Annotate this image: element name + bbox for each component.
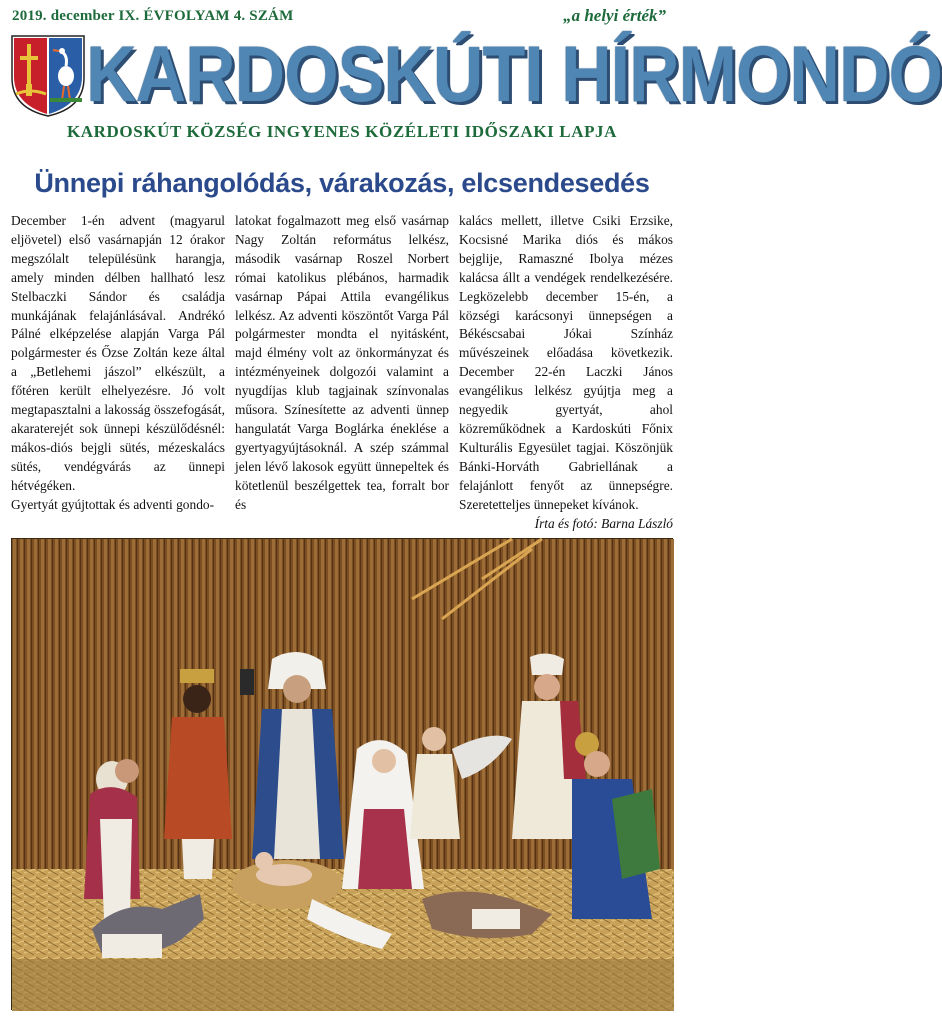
article-body — [11, 212, 673, 531]
slogan: „a helyi érték” — [563, 6, 666, 25]
nativity-scene-photo — [11, 538, 673, 1010]
article-paragraph — [459, 212, 673, 531]
author-credit: Írta és fotó: Barna László — [534, 515, 673, 531]
article-column-3 — [459, 212, 673, 531]
article-text: kalács mellett, illetve Csiki Erzsike, Kocsisné Marika diós és mákos bejglije, Ramaszné Ibolya mézes kalácsa állt a vendégek rendelkezésére. Legközelebb december 15-én, a községi karácsonyi ünnepségen a Békéscsabai Jókai Színház művészeinek előadása következik. December 22-én Laczki János evangélikus lelkész gyújtja meg a negyedik gyertyát, ahol közreműködnek a Kardoskúti Főnix Kulturális Egyesület tagjai. Köszönjük Bánki-Horváth Gabriellának a felajánlott fenyőt az ünnepségre. Szeretetteljes ünnepeket kívánok. — [459, 213, 673, 512]
article-paragraph: latokat fogalmazott meg első vasárnap Nagy Zoltán református lelkész, második vasárnap Roszel Norbert római katolikus plébános, harmadik vasárnap Pápai Attila evangélikus lelkész. Az adventi köszöntőt Varga Pál polgármester mondta el nyitásként, majd élmény volt az önkormányzat és intézményeinek dolgozói valamint a nyugdíjas klub tagjainak színvonalas műsora. Színesítette az adventi ünnep hangulatát Varga Boglárka éneklése a gyertyagyújtásoknál. A szép számmal jelen lévő lakosok együtt ünnepeltek és kötetlenül beszélgettek tea, forralt bor és — [235, 213, 449, 512]
issue-info: 2019. december IX. ÉVFOLYAM 4. SZÁM — [12, 8, 294, 24]
article-column-1 — [11, 212, 225, 522]
masthead — [0, 0, 942, 150]
masthead-title: KARDOSKÚTI HÍRMONDÓ — [86, 30, 942, 118]
article-headline: Ünnepi ráhangolódás, várakozás, elcsendesedés — [34, 168, 650, 198]
article-paragraph: Gyertyát gyújtottak és adventi gondo- — [11, 496, 215, 512]
masthead-subtitle: KARDOSKÚT KÖZSÉG INGYENES KÖZÉLETI IDŐSZAKI LAPJA — [66, 122, 618, 141]
coat-of-arms-icon — [10, 34, 86, 118]
article-paragraph: December 1-én advent (magyarul eljövetel) első vasárnapján 12 órakor megszólalt településünk harangja, amely minden délben hallható lesz Stelbaczki Sándor és családja munkájának felajánlásával. Andrékó Pálné elképzelése alapján Varga Pál polgármester és Őzse Zoltán keze által a „Betlehemi jászol” elkészült, a főtéren került elhelyezésre. Jó volt megtapasztalni a lakosság összefogását, akaraterejét sok ünnepi készülődésnél: mákos-diós bejgli sütés, mézeskalács sütés, vendégvárás az ünnepi hétvégéken. — [11, 213, 225, 493]
article-column-2 — [235, 212, 449, 522]
